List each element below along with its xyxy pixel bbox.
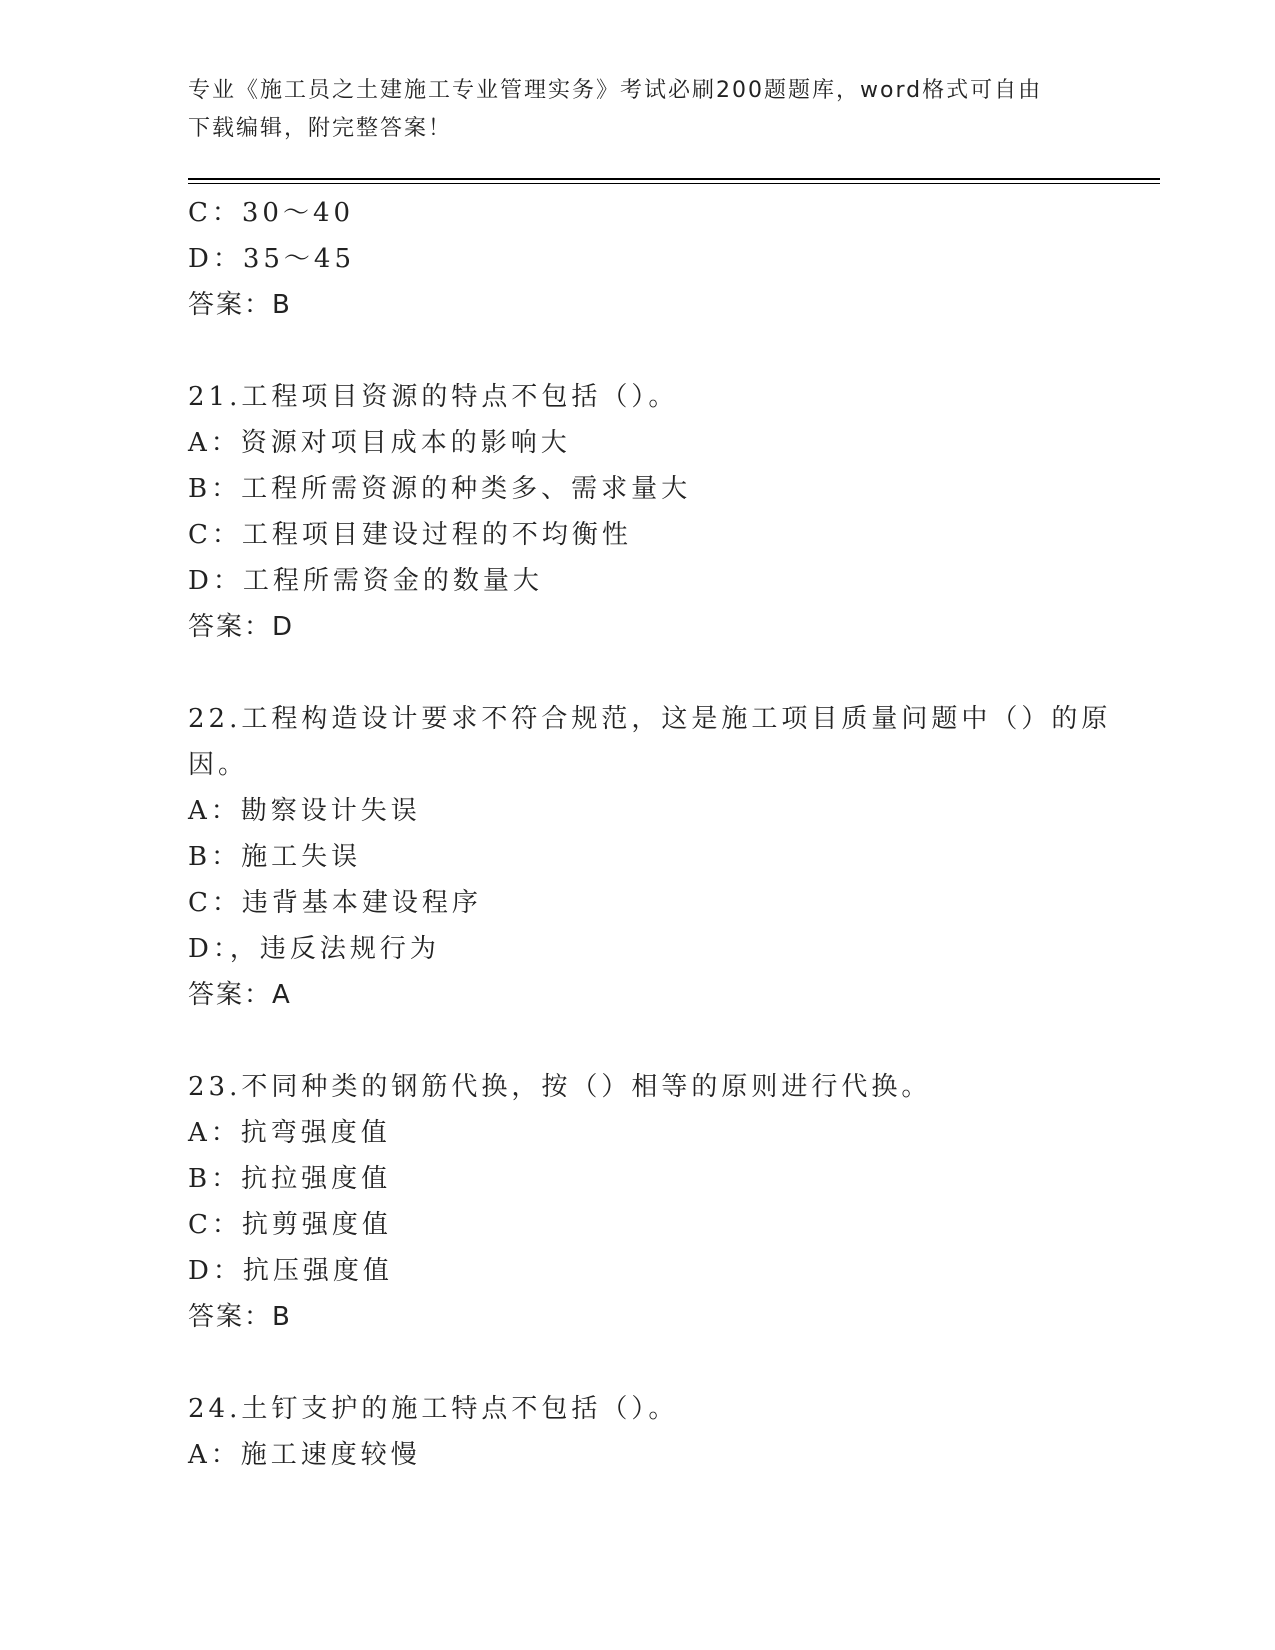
option-b: B：抗拉强度值 <box>188 1164 392 1194</box>
option-b: B：施工失误 <box>188 842 362 872</box>
question-stem-line1: 22.工程构造设计要求不符合规范，这是施工项目质量问题中（）的原 <box>188 704 1112 734</box>
question-stem: 24.土钉支护的施工特点不包括（）。 <box>188 1394 679 1424</box>
option-a: A：抗弯强度值 <box>188 1118 391 1148</box>
question-22 <box>188 696 1112 1018</box>
option-d: D：35～45 <box>188 244 356 274</box>
option-d: D：抗压强度值 <box>188 1256 393 1286</box>
header-divider-thin <box>188 183 1160 184</box>
option-b: B：工程所需资源的种类多、需求量大 <box>188 474 692 504</box>
option-a: A：勘察设计失误 <box>188 796 421 826</box>
question-24 <box>188 1386 1108 1478</box>
answer-line: 答案：B <box>188 290 292 320</box>
previous-question-tail <box>188 190 1108 328</box>
header-title-line2: 下载编辑，附完整答案！ <box>188 116 453 141</box>
question-stem: 21.工程项目资源的特点不包括（）。 <box>188 382 679 412</box>
question-stem-line2: 因。 <box>188 750 249 780</box>
question-21 <box>188 374 1108 650</box>
question-stem: 23.不同种类的钢筋代换，按（）相等的原则进行代换。 <box>188 1072 932 1102</box>
option-a: A：资源对项目成本的影响大 <box>188 428 571 458</box>
header-divider-thick <box>188 178 1160 180</box>
answer-line: 答案：D <box>188 612 295 642</box>
option-d: D：，违反法规行为 <box>188 934 440 964</box>
option-c: C：工程项目建设过程的不均衡性 <box>188 520 632 550</box>
question-23 <box>188 1064 1108 1340</box>
question-content <box>188 190 1112 1478</box>
option-d: D：工程所需资金的数量大 <box>188 566 543 596</box>
option-a: A：施工速度较慢 <box>188 1440 421 1470</box>
header-title-line1: 专业《施工员之土建施工专业管理实务》考试必刷200题题库，word格式可自由 <box>188 78 1043 103</box>
document-header <box>188 72 1088 148</box>
answer-line: 答案：A <box>188 980 292 1010</box>
option-c: C：抗剪强度值 <box>188 1210 392 1240</box>
answer-line: 答案：B <box>188 1302 292 1332</box>
option-c: C：30～40 <box>188 198 355 228</box>
option-c: C：违背基本建设程序 <box>188 888 482 918</box>
